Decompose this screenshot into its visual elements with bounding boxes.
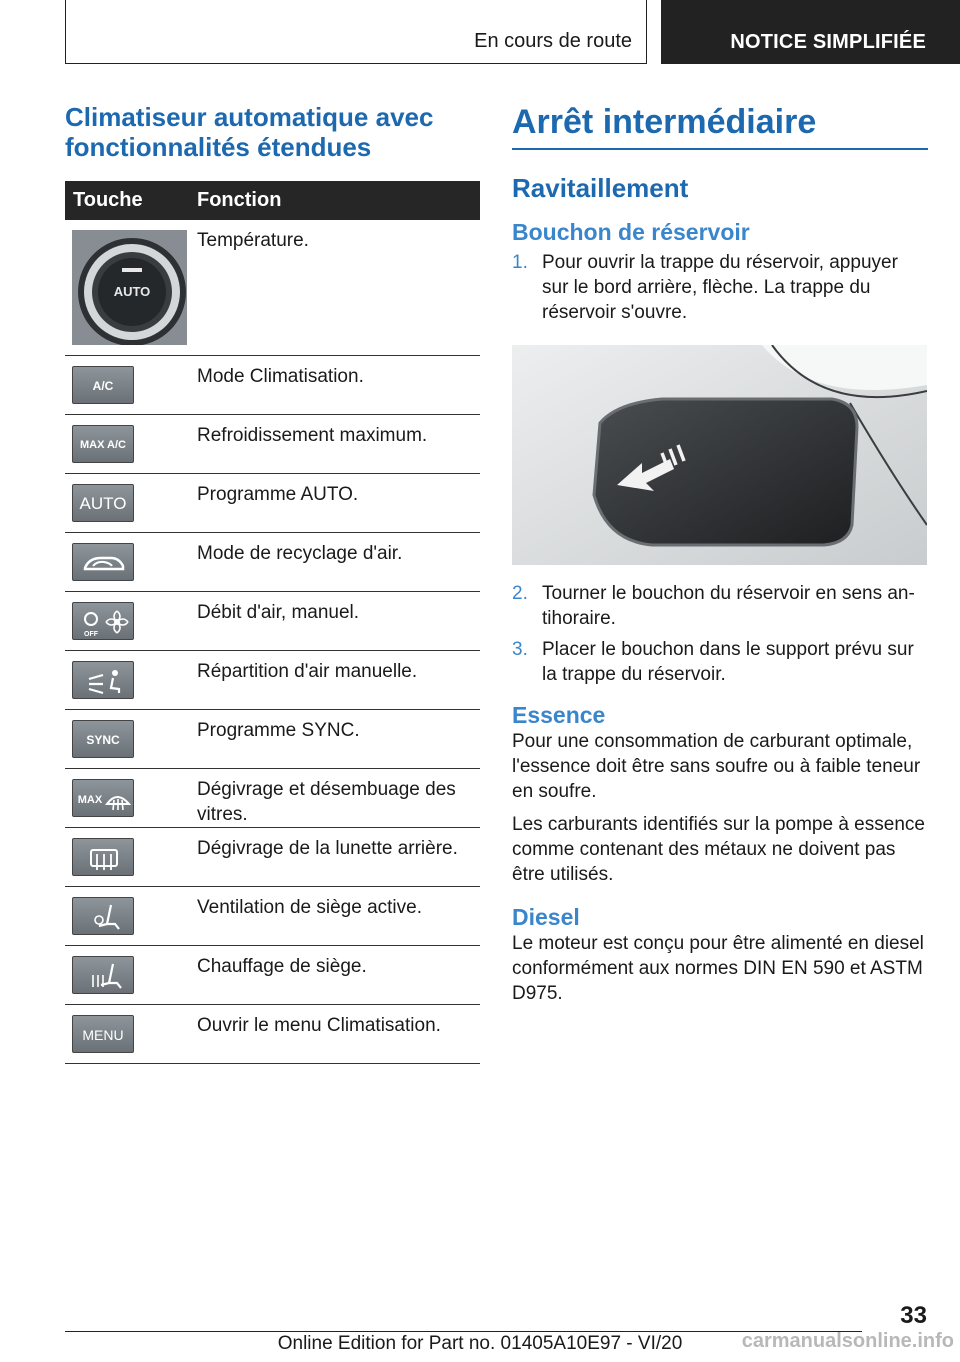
right-column <box>512 102 928 1014</box>
essence-heading: Essence <box>512 702 606 728</box>
stop-heading: Arrêt intermédiaire <box>512 102 928 150</box>
diesel-heading: Diesel <box>512 904 580 930</box>
header-title-box <box>661 0 960 64</box>
svg-text:AUTO: AUTO <box>113 284 151 299</box>
ac-button-icon: A/C <box>72 366 134 404</box>
table-row <box>65 356 480 415</box>
table-row <box>65 220 480 356</box>
header-section-box <box>65 0 647 64</box>
diesel-paragraph: Le moteur est conçu pour être alimenté en diesel conformément aux normes DIN EN 590 et ASTM D975. <box>512 933 924 1004</box>
function-cell: Refroidissement maximum. <box>187 415 480 474</box>
svg-text:OFF: OFF <box>84 631 98 638</box>
step-number: 3. <box>512 639 528 660</box>
max-defrost-icon <box>72 779 134 817</box>
table-row <box>65 710 480 769</box>
table-row <box>65 946 480 1005</box>
header-section-label: En cours de route <box>474 30 632 52</box>
table-row <box>65 474 480 533</box>
step-number: 1. <box>512 252 528 273</box>
sync-button-icon: SYNC <box>72 720 134 758</box>
list-item <box>512 581 928 631</box>
function-cell: Ventilation de siège active. <box>187 887 480 946</box>
step-text: Tourner le bouchon du réservoir en sens antihoraire. <box>542 583 915 629</box>
climate-keys-table <box>65 181 480 1064</box>
fuel-cap-steps-1 <box>512 250 928 325</box>
function-cell: Température. <box>187 220 480 356</box>
list-item <box>512 637 928 687</box>
step-number: 2. <box>512 583 528 604</box>
seat-heating-icon <box>72 956 134 994</box>
table-row <box>65 1005 480 1064</box>
air-distribution-icon <box>72 661 134 699</box>
function-cell: Chauffage de siège. <box>187 946 480 1005</box>
refuel-heading: Ravitaillement <box>512 173 689 203</box>
essence-paragraph: Les carburants identifiés sur la pompe à essence comme contenant des métaux ne doivent pas être utilisés. <box>512 814 925 885</box>
table-row <box>65 769 480 828</box>
function-cell: Dégivrage de la lunette arrière. <box>187 828 480 887</box>
svg-text:MAX: MAX <box>77 794 103 806</box>
auto-button-icon: AUTO <box>72 484 134 522</box>
function-cell: Ouvrir le menu Climatisation. <box>187 1005 480 1064</box>
table-header-row <box>65 181 480 220</box>
step-text: Pour ouvrir la trappe du réservoir, appuyer sur le bord arrière, flèche. La trappe du réservoir s'ouvre. <box>542 252 898 323</box>
function-cell: Programme AUTO. <box>187 474 480 533</box>
table-row <box>65 651 480 710</box>
fuel-cap-steps-2 <box>512 581 928 687</box>
rear-defrost-icon <box>72 838 134 876</box>
list-item <box>512 250 928 325</box>
seat-ventilation-icon <box>72 897 134 935</box>
essence-paragraph: Pour une consommation de carburant optimale, l'essence doit être sans soufre ou à faible teneur en soufre. <box>512 731 921 802</box>
function-cell: Mode de recyclage d'air. <box>187 533 480 592</box>
function-cell: Programme SYNC. <box>187 710 480 769</box>
left-column <box>65 102 480 1064</box>
table-row <box>65 415 480 474</box>
function-cell: Dégivrage et désembuage des vitres. <box>187 769 480 828</box>
fuel-flap-photo <box>512 345 927 565</box>
fuel-cap-heading: Bouchon de réservoir <box>512 219 750 245</box>
table-row <box>65 533 480 592</box>
max-ac-button-icon: MAX A/C <box>72 425 134 463</box>
temperature-knob-icon <box>72 230 187 345</box>
recirculation-icon <box>72 543 134 581</box>
function-cell: Répartition d'air manuelle. <box>187 651 480 710</box>
fan-speed-icon <box>72 602 134 640</box>
footer-edition: Online Edition for Part no. 01405A10E97 - VI/20 <box>277 1333 683 1354</box>
table-row <box>65 828 480 887</box>
page-number: 33 <box>900 1302 927 1329</box>
watermark: carmanualsonline.info <box>741 1330 954 1352</box>
col-function-header: Fonction <box>187 181 480 220</box>
table-row <box>65 887 480 946</box>
climate-heading: Climatiseur automatique avec fonctionnalités étendues <box>65 102 434 162</box>
col-key-header: Touche <box>65 181 187 220</box>
header-title: NOTICE SIMPLIFIÉE <box>730 31 926 53</box>
function-cell: Mode Climatisation. <box>187 356 480 415</box>
menu-button-icon: MENU <box>72 1015 134 1053</box>
step-text: Placer le bouchon dans le support prévu sur la trappe du réservoir. <box>542 639 914 685</box>
function-cell: Débit d'air, manuel. <box>187 592 480 651</box>
table-row <box>65 592 480 651</box>
